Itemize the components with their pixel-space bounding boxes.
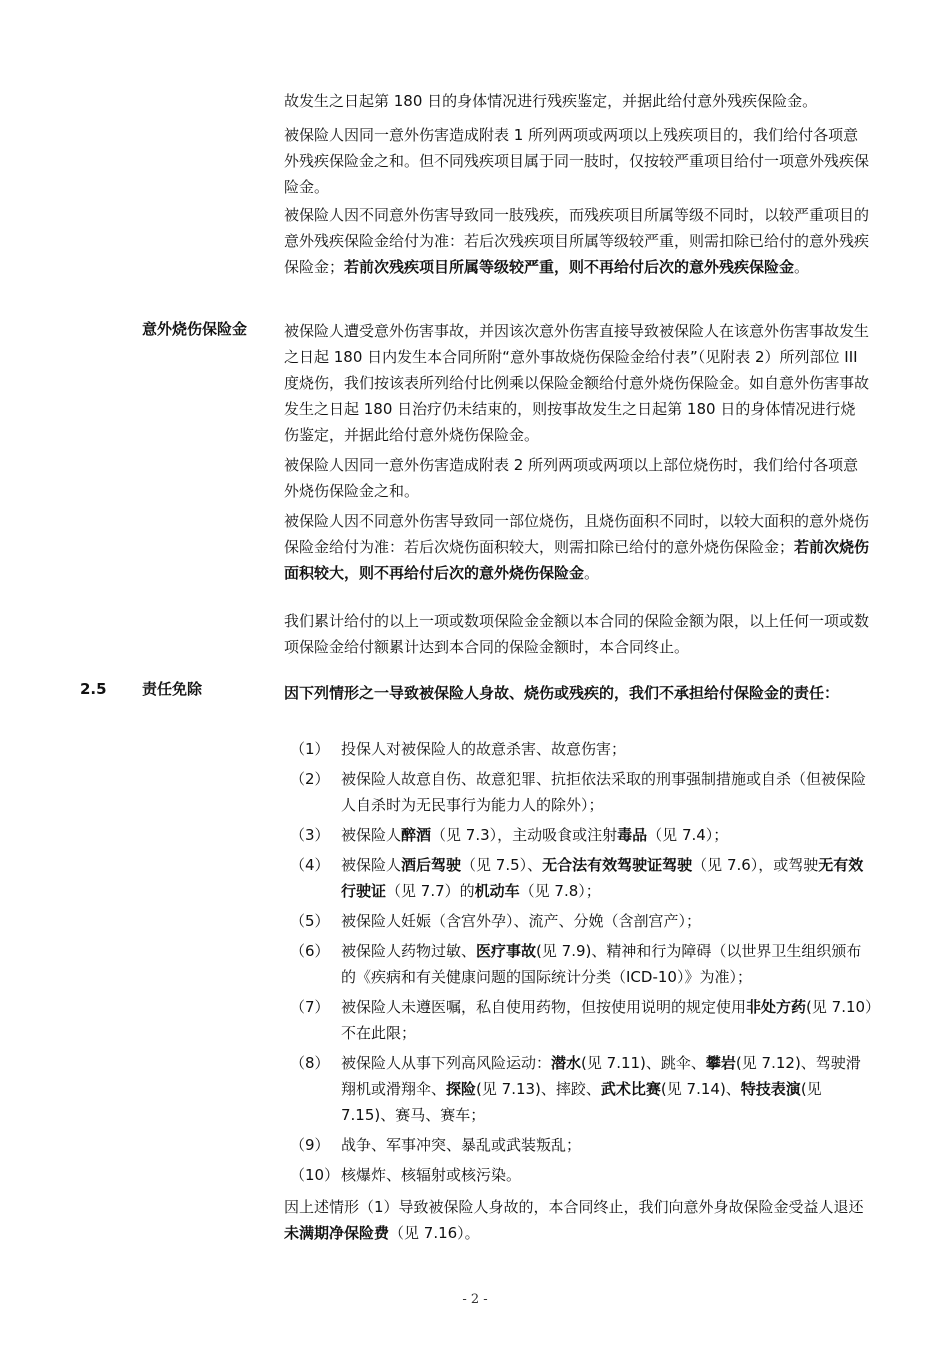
- list-item-number: （2）: [290, 770, 330, 788]
- paragraph: [284, 202, 870, 280]
- burn-benefit-label: 意外烧伤保险金: [142, 320, 248, 338]
- text-run: (见 7.11)、跳伞、: [581, 1054, 706, 1072]
- list-item: [341, 736, 873, 762]
- bold-term: 毒品: [617, 826, 648, 844]
- list-item-number: （5）: [290, 912, 330, 930]
- text-run: 被保险人妊娠（含宫外孕）、流产、分娩（含剖宫产）；: [341, 912, 702, 930]
- list-item-number: （4）: [290, 856, 330, 874]
- bold-term: 潜水: [551, 1054, 582, 1072]
- text-run: 被保险人: [341, 856, 402, 874]
- text-run: (见 7.15)、赛马、赛车；: [341, 1080, 822, 1124]
- bold-term: 醉酒: [401, 826, 432, 844]
- list-item-number: （10）: [290, 1166, 340, 1184]
- text-run: （见 7.4）；: [647, 826, 729, 844]
- list-item-number: （9）: [290, 1136, 330, 1154]
- section-closing: [284, 1194, 870, 1246]
- list-item: [341, 766, 873, 818]
- text-run: 投保人对被保险人的故意杀害、故意伤害；: [341, 740, 627, 758]
- paragraph: [284, 608, 870, 660]
- list-item-number: （3）: [290, 826, 330, 844]
- list-item-number: （8）: [290, 1054, 330, 1072]
- text-run: (见 7.13)、摔跤、: [476, 1080, 601, 1098]
- list-item: [341, 908, 873, 934]
- text-run: （见 7.3），主动吸食或注射: [431, 826, 618, 844]
- text-run: （见 7.7）的: [386, 882, 475, 900]
- section-title: 责任免除: [142, 680, 203, 698]
- paragraph: [284, 452, 870, 504]
- list-item: [341, 1132, 873, 1158]
- bold-term: 若前次烧伤面积较大，则不再给付后次的意外烧伤保险金: [284, 538, 870, 582]
- list-item: [341, 852, 873, 904]
- bold-term: 攀岩: [705, 1054, 736, 1072]
- text-run: (见 7.9)、精神和行为障碍（以世界卫生组织颁布的《疾病和有关健康问题的国际统计分类（ICD-10）》为准）；: [341, 942, 862, 986]
- text-run: 被保险人遭受意外伤害事故，并因该次意外伤害直接导致被保险人在该意外伤害事故发生之日起 180 日内发生本合同所附“意外事故烧伤保险金给付表”（见附表 2）所列部位 III 度烧伤，我们按该表所列给付比例乘以保险金额给付意外烧伤保险金。如自意外伤害事故发生之日起 180 日治疗仍未结束的，则按事故发生之日起第 180 日的身体情况进行烧伤鉴定，并据此给付意外烧伤保险金。: [284, 322, 870, 444]
- list-item: [341, 994, 873, 1046]
- text-run: 被保险人因同一意外伤害造成附表 2 所列两项或两项以上部位烧伤时，我们给付各项意外烧伤保险金之和。: [284, 456, 859, 500]
- text-run: （见 7.6），或驾驶: [692, 856, 819, 874]
- text-run: 。: [794, 258, 810, 276]
- text-run: 核爆炸、核辐射或核污染。: [341, 1166, 522, 1184]
- bold-term: 酒后驾驶: [401, 856, 462, 874]
- text-run: 被保险人未遵医嘱，私自使用药物，但按使用说明的规定使用: [341, 998, 747, 1016]
- text-run: (见 7.10）不在此限；: [341, 998, 873, 1042]
- text-run: 因上述情形（1）导致被保险人身故的，本合同终止，我们向意外身故保险金受益人退还: [284, 1198, 864, 1216]
- text-run: (见 7.12)、驾驶滑翔机或滑翔伞、: [341, 1054, 861, 1098]
- text-run: 。: [584, 564, 600, 582]
- text-run: 故发生之日起第 180 日的身体情况进行残疾鉴定，并据此给付意外残疾保险金。: [284, 92, 818, 110]
- text-run: （见 7.16）。: [389, 1224, 480, 1242]
- bold-term: 武术比赛: [600, 1080, 661, 1098]
- bold-term: 未满期净保险费: [284, 1224, 390, 1242]
- list-item: [341, 1162, 873, 1188]
- list-item-number: （1）: [290, 740, 330, 758]
- bold-term: 特技表演: [740, 1080, 801, 1098]
- list-item: [341, 1050, 873, 1128]
- section-intro: [284, 680, 870, 706]
- page-number: - 2 -: [462, 1292, 488, 1307]
- text-run: 我们累计给付的以上一项或数项保险金金额以本合同的保险金额为限，以上任何一项或数项保险金给付额累计达到本合同的保险金额时，本合同终止。: [284, 612, 870, 656]
- bold-term: 医疗事故: [476, 942, 537, 960]
- text-run: 被保险人故意自伤、故意犯罪、抗拒依法采取的刑事强制措施或自杀（但被保险人自杀时为无民事行为能力人的除外）；: [341, 770, 867, 814]
- list-item-number: （7）: [290, 998, 330, 1016]
- list-item: [341, 938, 873, 990]
- text-run: 被保险人: [341, 826, 402, 844]
- bold-term: 机动车: [474, 882, 520, 900]
- bold-term: 因下列情形之一导致被保险人身故、烧伤或残疾的，我们不承担给付保险金的责任：: [284, 684, 840, 702]
- text-run: (见 7.14)、: [660, 1080, 741, 1098]
- text-run: 被保险人因不同意外伤害导致同一部位烧伤，且烧伤面积不同时，以较大面积的意外烧伤保险金给付为准：若后次烧伤面积较大，则需扣除已给付的意外烧伤保险金；: [284, 512, 870, 556]
- bold-term: 探险: [446, 1080, 477, 1098]
- bold-term: 非处方药: [746, 998, 807, 1016]
- paragraph: [284, 318, 870, 448]
- text-run: 被保险人药物过敏、: [341, 942, 477, 960]
- text-run: 被保险人因不同意外伤害导致同一肢残疾，而残疾项目所属等级不同时，以较严重项目的意外残疾保险金给付为准：若后次残疾项目所属等级较严重，则需扣除已给付的意外残疾保险金；: [284, 206, 870, 276]
- bold-term: 无合法有效驾驶证驾驶: [542, 856, 693, 874]
- text-run: 被保险人因同一意外伤害造成附表 1 所列两项或两项以上残疾项目的，我们给付各项意外残疾保险金之和。但不同残疾项目属于同一肢时，仅按较严重项目给付一项意外残疾保险金。: [284, 126, 870, 196]
- list-item: [341, 822, 873, 848]
- text-run: （见 7.8）；: [519, 882, 601, 900]
- text-run: 战争、军事冲突、暴乱或武装叛乱；: [341, 1136, 582, 1154]
- section-number: 2.5: [80, 680, 107, 698]
- list-item-number: （6）: [290, 942, 330, 960]
- bold-term: 无有效行驶证: [341, 856, 864, 900]
- paragraph: [284, 88, 870, 114]
- text-run: （见 7.5）、: [461, 856, 543, 874]
- paragraph: [284, 508, 870, 586]
- paragraph: [284, 122, 870, 200]
- bold-term: 若前次残疾项目所属等级较严重，则不再给付后次的意外残疾保险金: [344, 258, 795, 276]
- text-run: 被保险人从事下列高风险运动：: [341, 1054, 552, 1072]
